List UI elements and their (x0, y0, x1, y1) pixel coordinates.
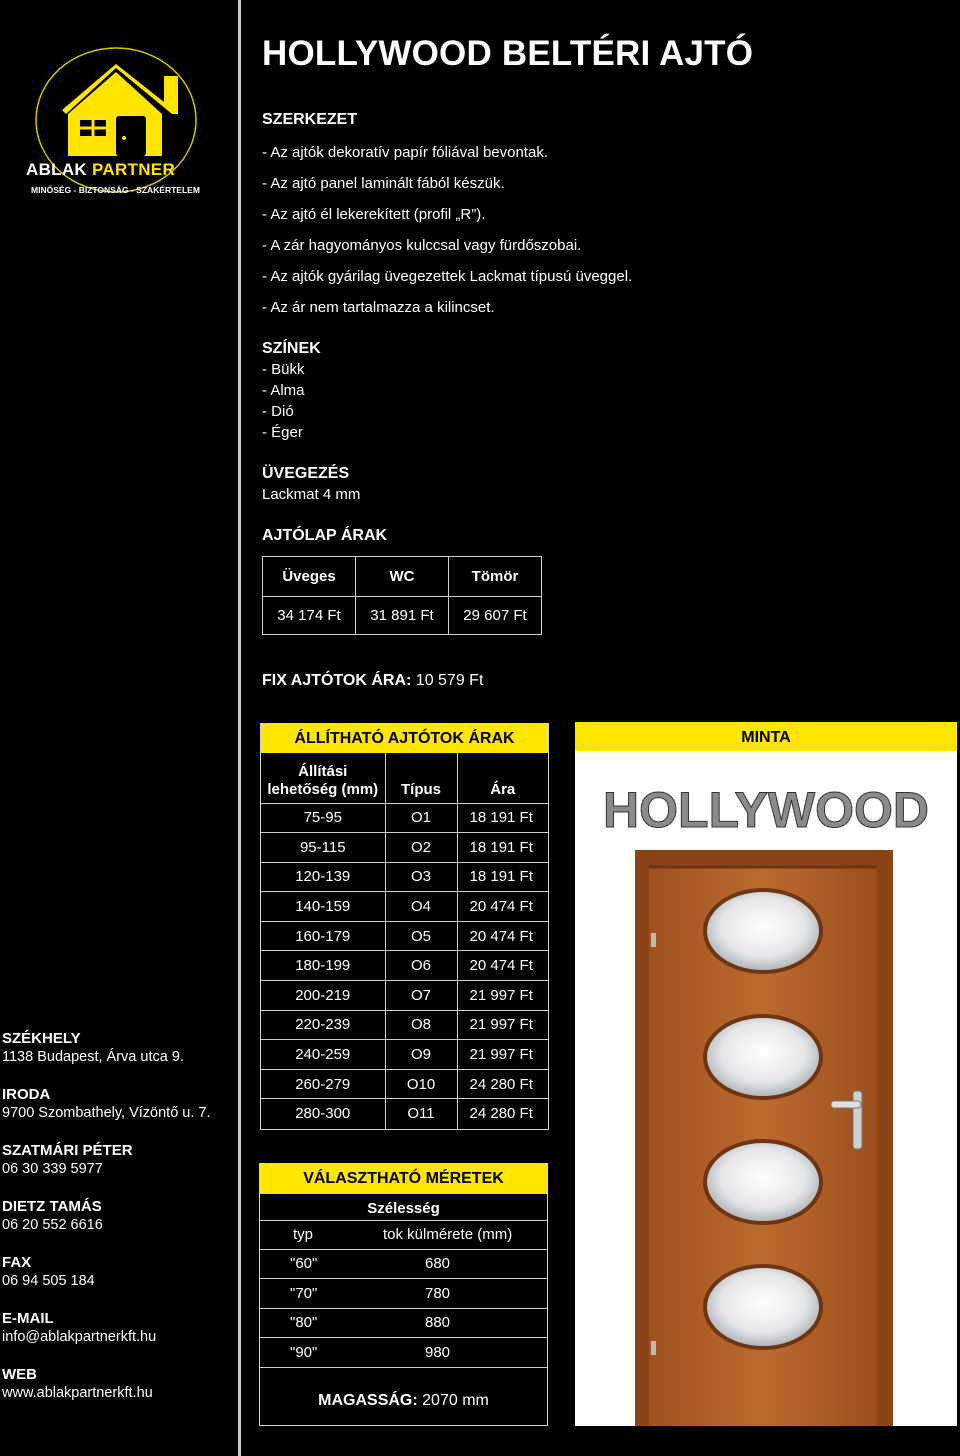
glass-panel (705, 1141, 821, 1223)
color-item: - Éger (262, 424, 303, 441)
adj-range-cell: 160-179 (261, 921, 385, 951)
adj-type-cell: O2 (385, 833, 457, 863)
adj-price-cell: 18 191 Ft (457, 833, 548, 863)
page-title: HOLLYWOOD BELTÉRI AJTÓ (262, 34, 754, 73)
size-row (260, 1338, 547, 1367)
adj-price-cell: 18 191 Ft (457, 803, 548, 833)
door-model-name: HOLLYWOOD (603, 782, 929, 838)
sizes-table (259, 1163, 548, 1426)
size-frame-width: 880 (425, 1314, 451, 1331)
size-row (260, 1308, 547, 1337)
contact-person-1: SZATMÁRI PÉTER 06 30 339 5977 (2, 1142, 133, 1177)
sizes-header-row: typ tok külmérete (mm) (293, 1226, 513, 1243)
table-row (261, 833, 548, 863)
sample-heading: MINTA (575, 722, 957, 751)
price-value: 31 891 Ft (356, 597, 449, 635)
size-row (260, 1279, 547, 1308)
door-sample-image (575, 751, 957, 1426)
adj-col-range: Állítási lehetőség (mm) (261, 753, 385, 803)
adj-type-cell: O7 (385, 981, 457, 1011)
sizes-divider (260, 1193, 547, 1194)
size-frame-width: 780 (425, 1284, 451, 1302)
contact-email: E-MAIL info@ablakpartnerkft.hu (2, 1310, 157, 1345)
adj-price-cell: 21 997 Ft (457, 981, 548, 1011)
adj-price-cell: 20 474 Ft (457, 951, 548, 981)
contact-fax: FAX 06 94 505 184 (2, 1254, 95, 1289)
contact-office: IRODA 9700 Szombathely, Vízöntő u. 7. (2, 1086, 211, 1121)
adj-range-cell: 240-259 (261, 1040, 385, 1070)
adj-type-cell: O9 (385, 1040, 457, 1070)
structure-heading: SZERKEZET (262, 111, 358, 128)
adjustable-frames-table (260, 723, 549, 1130)
glass-panel (705, 1016, 821, 1098)
adj-type-cell: O3 (385, 862, 457, 892)
adj-type-cell: O5 (385, 921, 457, 951)
structure-line: - Az ajtó él lekerekített (profil „R”). (262, 206, 486, 223)
adj-price-cell: 24 280 Ft (469, 1105, 533, 1123)
sample-panel (575, 722, 957, 1426)
adj-price-cell: 18 191 Ft (457, 862, 548, 892)
adj-type-cell: O4 (385, 892, 457, 922)
structure-line: - Az ajtó panel laminált fából készük. (262, 175, 505, 192)
hinge-icon (651, 1341, 656, 1355)
size-frame-width: 980 (425, 1343, 451, 1361)
size-type: "90" (290, 1343, 318, 1361)
adj-type-cell: O10 (385, 1069, 457, 1099)
size-type: "80" (290, 1314, 318, 1331)
glazing-value: Lackmat 4 mm (262, 486, 361, 503)
price-value: 34 174 Ft (263, 597, 356, 635)
color-item: - Alma (262, 382, 305, 399)
sizes-heading: VÁLASZTHATÓ MÉRETEK (260, 1164, 547, 1193)
contact-hq: SZÉKHELY 1138 Budapest, Árva utca 9. (2, 1030, 184, 1065)
size-type: "60" (290, 1255, 318, 1272)
adj-range-cell: 200-219 (261, 981, 385, 1011)
brand-name: ABLAK PARTNER (26, 160, 176, 179)
table-row (261, 862, 548, 892)
contact-info (2, 1029, 234, 1421)
table-row (261, 951, 548, 981)
glass-panel (705, 1266, 821, 1348)
adjustable-frames-heading: ÁLLÍTHATÓ AJTÓTOK ÁRAK (261, 724, 548, 753)
table-row (261, 1069, 548, 1099)
structure-line: - Az ajtók gyárilag üvegezettek Lackmat típusú üveggel. (262, 268, 633, 285)
adj-type-cell: O6 (385, 951, 457, 981)
adj-range-cell: 220-239 (261, 1010, 385, 1040)
adj-price-cell: 24 280 Ft (457, 1069, 548, 1099)
sidebar (0, 0, 238, 1456)
price-header: Üveges (263, 557, 356, 597)
table-row (261, 1040, 548, 1070)
door-prices-table (262, 556, 542, 635)
sizes-subheading: Szélesség (367, 1200, 440, 1217)
table-row (261, 981, 548, 1011)
price-value: 29 607 Ft (449, 597, 542, 635)
adj-col-type: Típus (385, 753, 457, 803)
glass-panel (705, 890, 821, 972)
table-row (261, 921, 548, 951)
price-header: WC (356, 557, 449, 597)
structure-line: - A zár hagyományos kulccsal vagy fürdőszobai. (262, 237, 582, 254)
size-type: "70" (290, 1284, 318, 1302)
sizes-divider (260, 1367, 547, 1368)
adj-range-cell: 180-199 (261, 951, 385, 981)
adj-type-cell: O11 (385, 1099, 457, 1129)
adj-range-cell: 120-139 (261, 862, 385, 892)
fix-doors-price: FIX AJTÓTOK ÁRA: 10 579 Ft (262, 672, 484, 689)
adj-price-cell: 21 997 Ft (457, 1040, 548, 1070)
colors-heading: SZÍNEK (262, 340, 321, 357)
adj-range-cell: 140-159 (261, 892, 385, 922)
hinge-icon (651, 933, 656, 947)
brand-tagline: MINŐSÉG - BIZTONSÁG - SZAKÉRTELEM (31, 185, 200, 195)
adj-col-price: Ára (457, 753, 548, 803)
price-header: Tömör (449, 557, 542, 597)
structure-line: - Az ár nem tartalmazza a kilincset. (262, 299, 495, 316)
adj-range-cell: 280-300 (261, 1099, 385, 1129)
table-row (261, 892, 548, 922)
size-frame-width: 680 (425, 1255, 451, 1272)
color-item: - Dió (262, 403, 294, 420)
door-prices-heading: AJTÓLAP ÁRAK (262, 527, 388, 544)
contact-web: WEB www.ablakpartnerkft.hu (2, 1366, 153, 1401)
adj-price-cell: 21 997 Ft (457, 1010, 548, 1040)
size-row (260, 1249, 547, 1278)
color-item: - Bükk (262, 361, 305, 378)
table-row (261, 1010, 548, 1040)
adj-price-cell: 20 474 Ft (457, 921, 548, 951)
table-row (261, 803, 548, 833)
height-info: MAGASSÁG: 2070 mm (318, 1392, 489, 1409)
glazing-heading: ÜVEGEZÉS (262, 465, 350, 482)
adj-type-cell: O1 (385, 803, 457, 833)
adj-type-cell: O8 (385, 1010, 457, 1040)
adj-range-cell: 260-279 (261, 1069, 385, 1099)
adj-price-cell: 20 474 Ft (457, 892, 548, 922)
adj-range-cell: 95-115 (261, 833, 385, 863)
structure-line: - Az ajtók dekoratív papír fóliával bevontak. (262, 144, 548, 161)
sidebar-divider (238, 0, 241, 1456)
table-row (261, 1099, 548, 1129)
door-handle-icon (853, 1091, 862, 1149)
contact-person-2: DIETZ TAMÁS 06 20 552 6616 (2, 1198, 103, 1233)
adj-range-cell: 75-95 (261, 803, 385, 833)
